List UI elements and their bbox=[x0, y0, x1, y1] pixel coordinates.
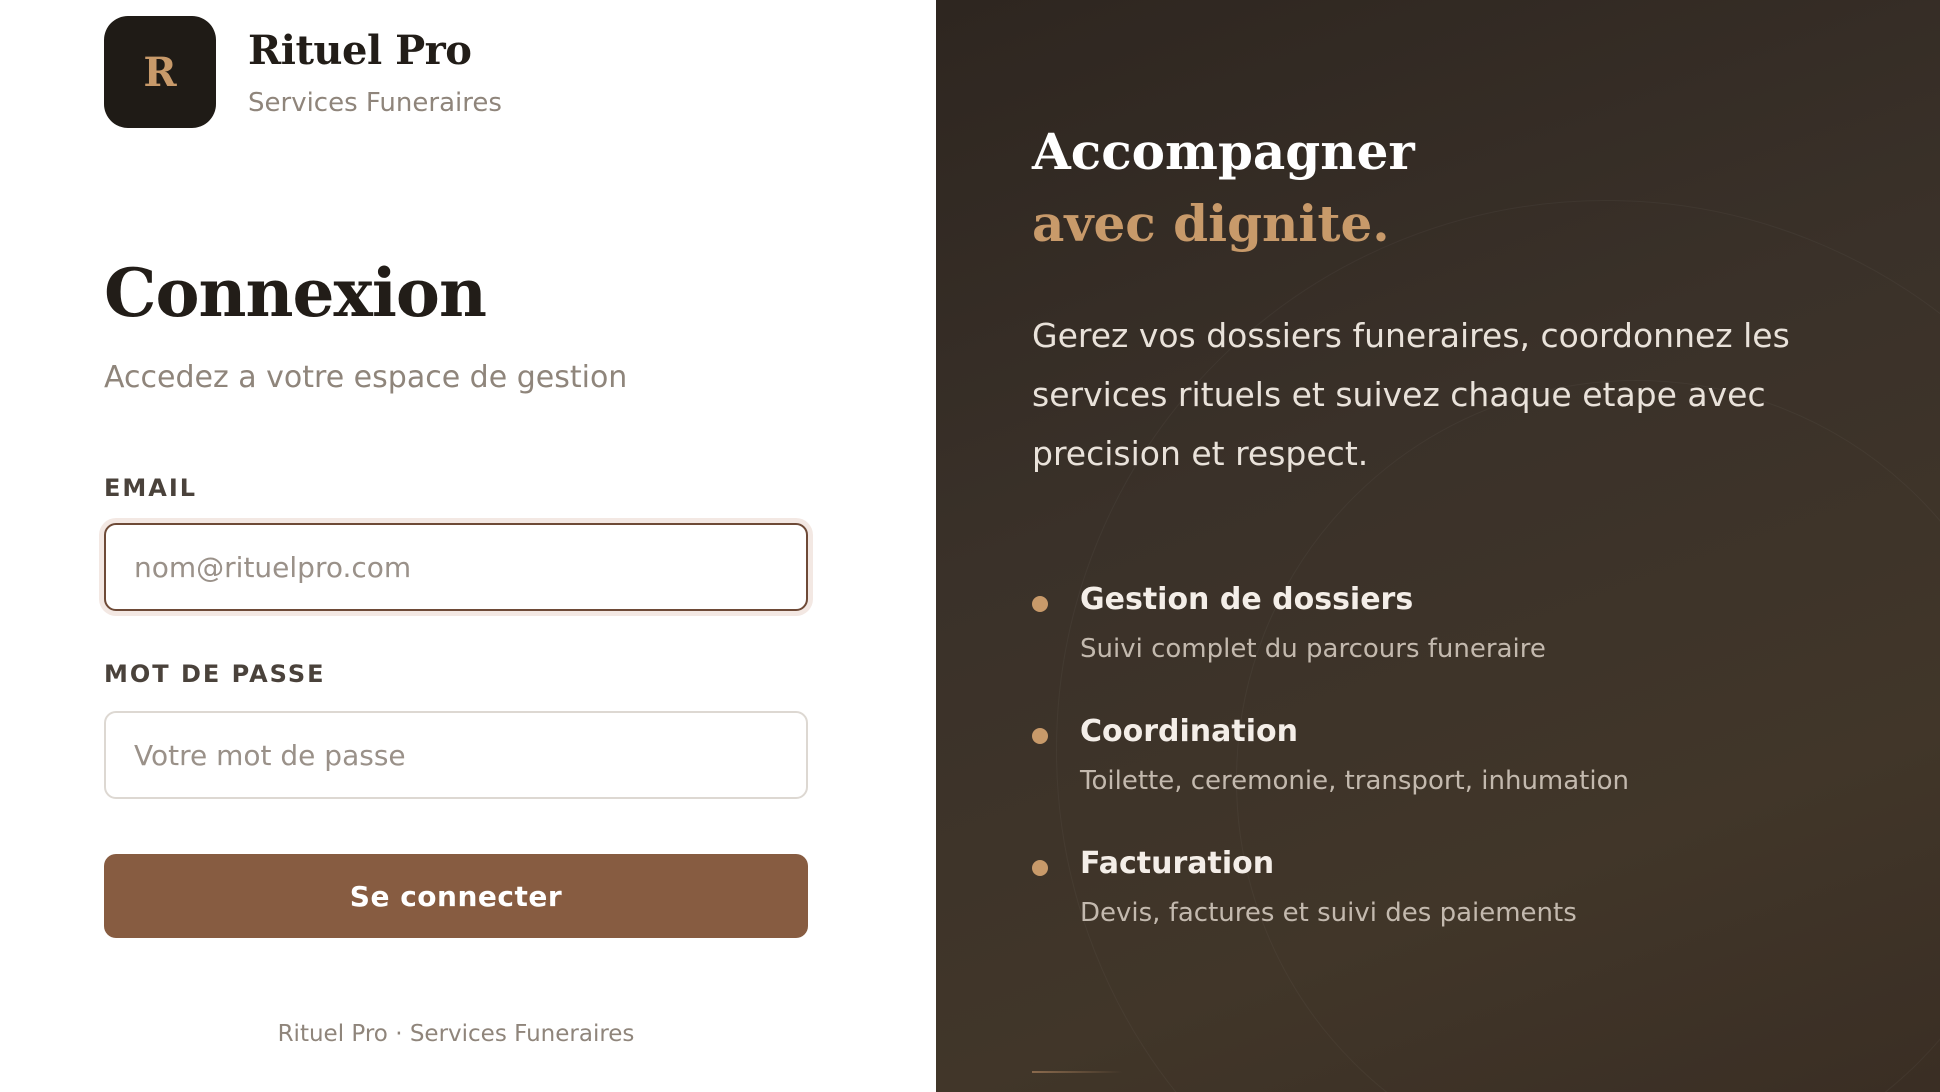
brand bbox=[104, 16, 502, 128]
bullet-dot-icon bbox=[1032, 860, 1048, 876]
login-footer: Rituel Pro · Services Funeraires bbox=[277, 1021, 635, 1047]
feature-description: Devis, factures et suivi des paiements bbox=[1080, 898, 1577, 928]
brand-subtitle: Services Funeraires bbox=[248, 87, 502, 118]
login-panel bbox=[0, 0, 936, 1092]
page-subtitle: Accedez a votre espace de gestion bbox=[104, 360, 628, 395]
email-input[interactable] bbox=[104, 523, 808, 611]
password-label: MOT DE PASSE bbox=[104, 660, 326, 688]
bullet-dot-icon bbox=[1032, 596, 1048, 612]
hero-title-accent: avec dignite. bbox=[1032, 194, 1390, 253]
feature-description: Toilette, ceremonie, transport, inhumation bbox=[1080, 766, 1629, 796]
hero-title: Accompagner bbox=[1032, 122, 1415, 181]
feature-title: Coordination bbox=[1080, 714, 1298, 749]
brand-text bbox=[248, 27, 502, 118]
password-input[interactable] bbox=[104, 711, 808, 799]
feature-title: Facturation bbox=[1080, 846, 1275, 881]
email-label: EMAIL bbox=[104, 474, 198, 502]
feature-description: Suivi complet du parcours funeraire bbox=[1080, 634, 1546, 664]
page-title: Connexion bbox=[104, 254, 486, 332]
brand-logo: R bbox=[104, 16, 216, 128]
brand-name: Rituel Pro bbox=[248, 26, 472, 74]
bullet-dot-icon bbox=[1032, 728, 1048, 744]
hero-panel bbox=[936, 0, 1940, 1092]
login-button[interactable]: Se connecter bbox=[104, 854, 808, 938]
hero-description: Gerez vos dossiers funeraires, coordonnez les services rituels et suivez chaque etape avec precision et respect. bbox=[1032, 316, 1790, 473]
divider bbox=[1032, 1071, 1122, 1073]
feature-title: Gestion de dossiers bbox=[1080, 582, 1414, 617]
